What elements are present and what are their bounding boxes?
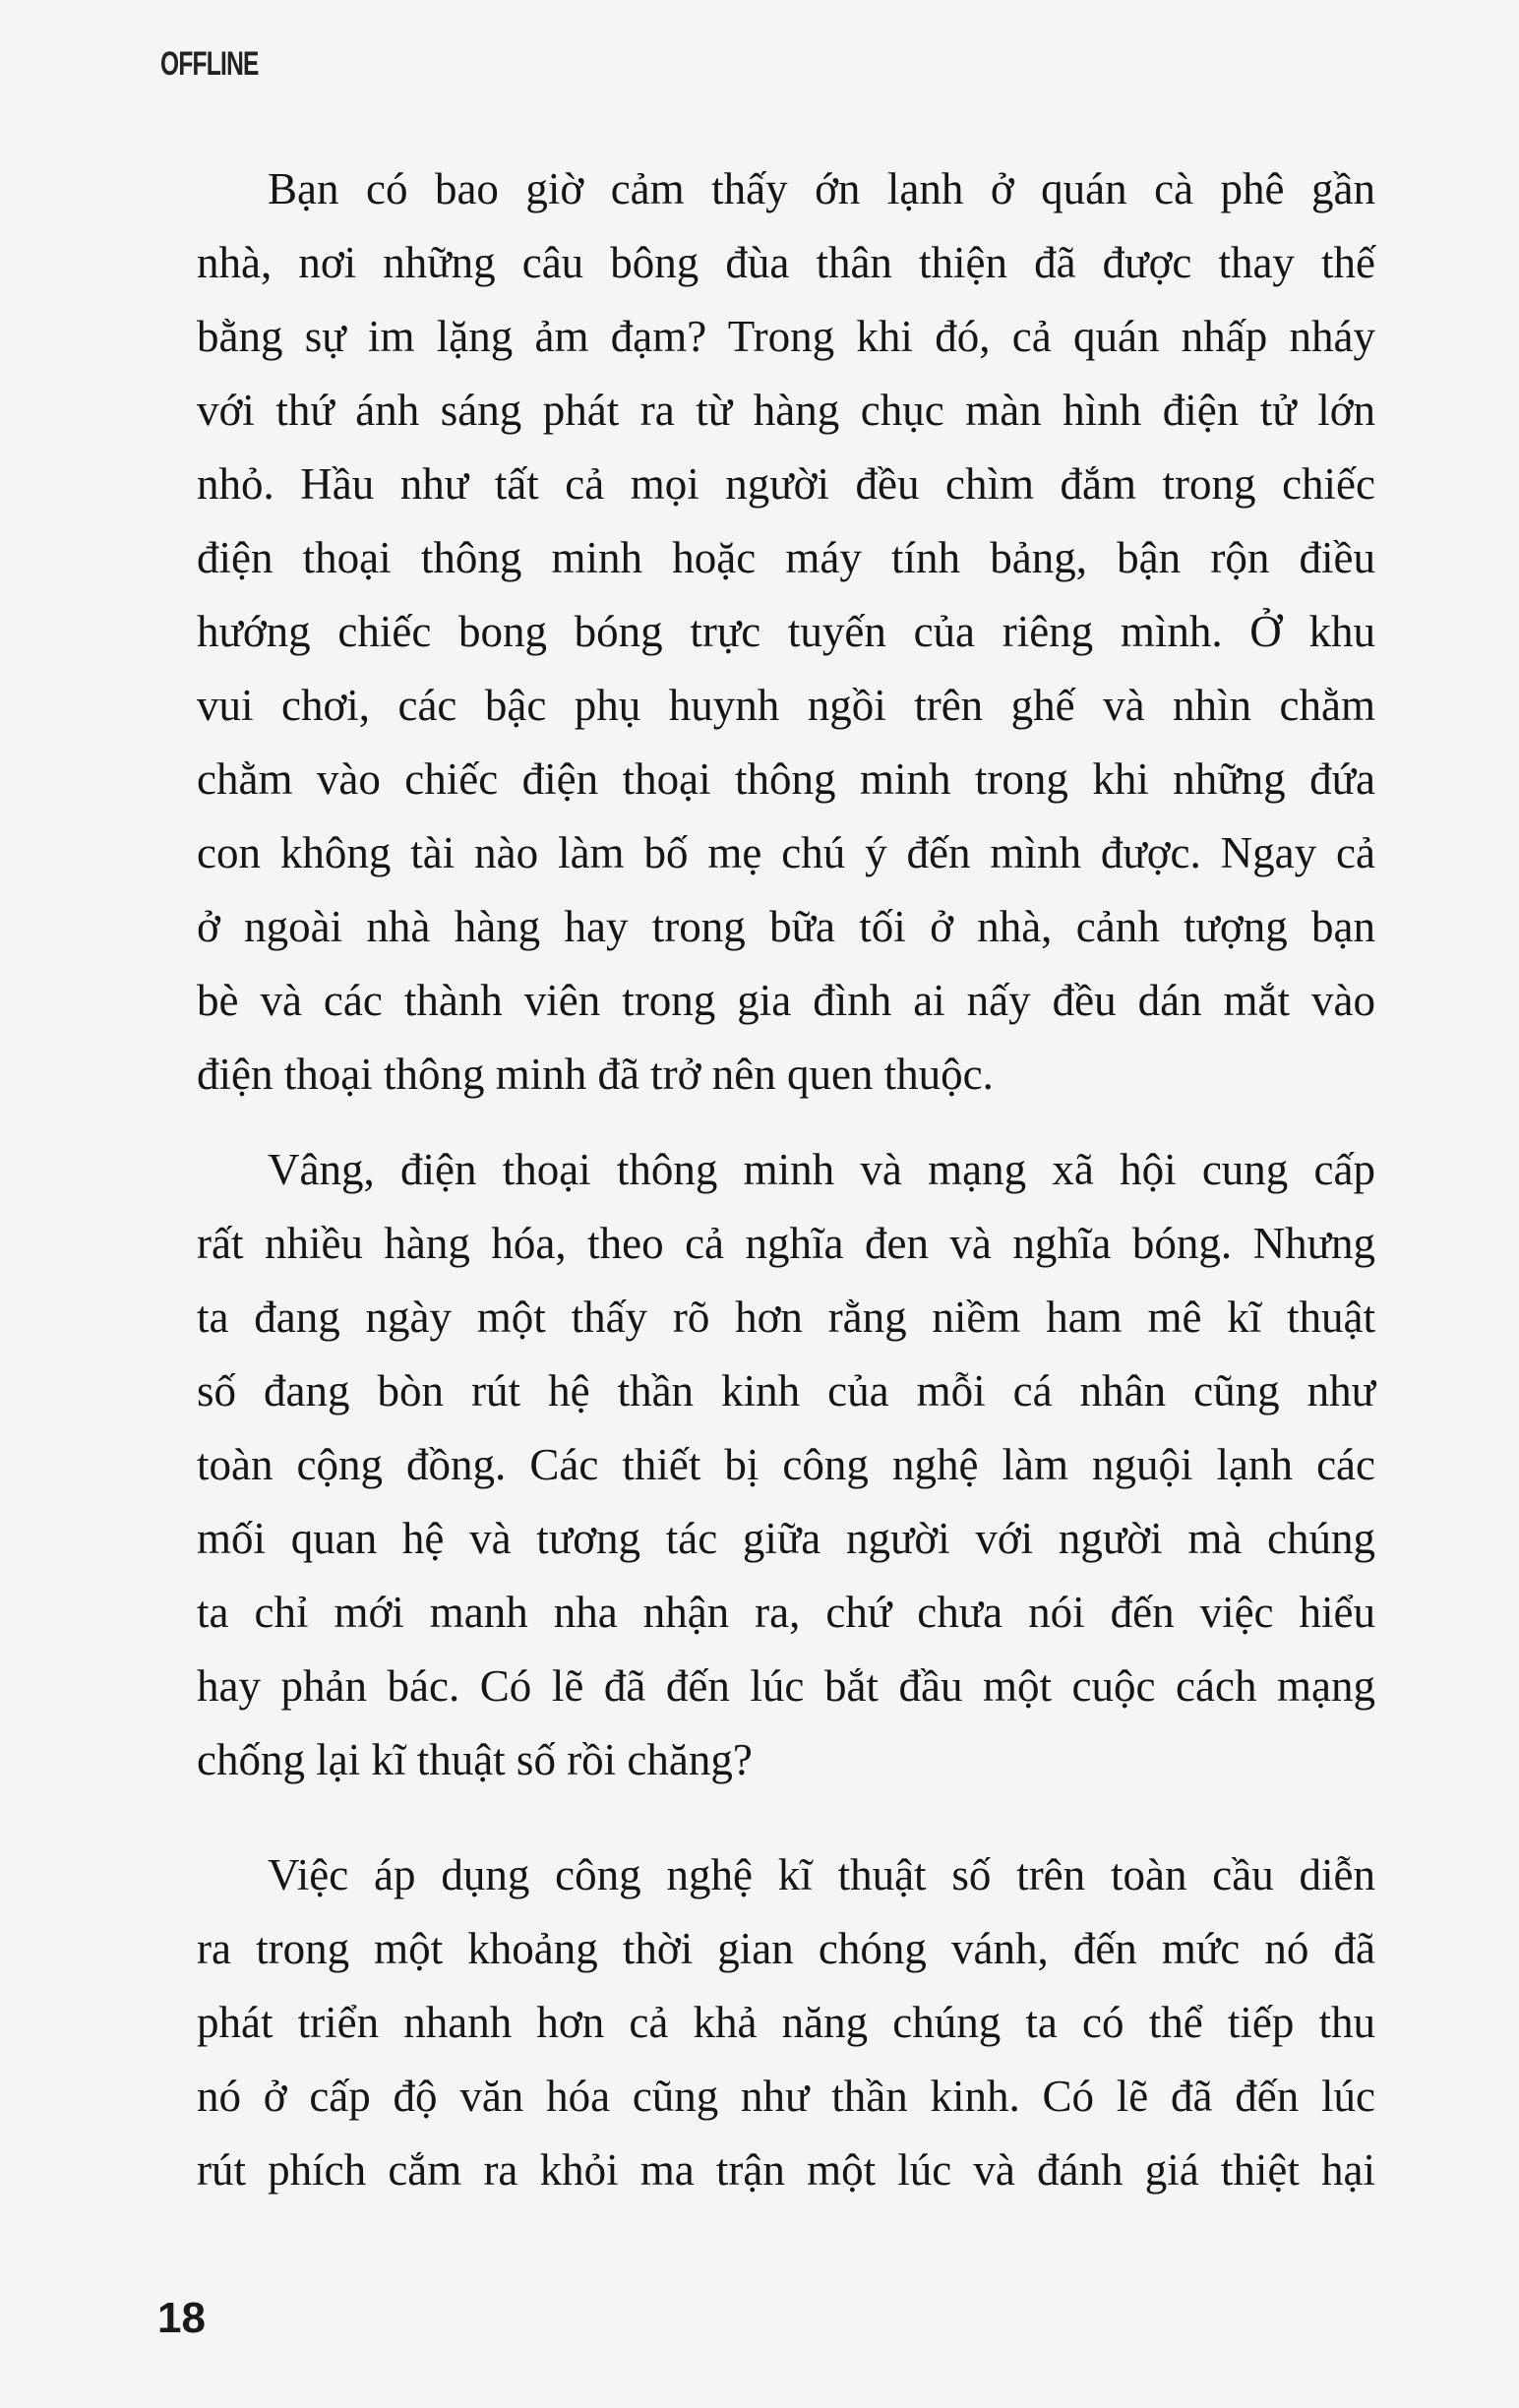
text-line: chằm vào chiếc điện thoại thông minh trong khi những đứa — [197, 754, 1375, 804]
text-line: hướng chiếc bong bóng trực tuyến của riêng mình. Ở khu — [197, 607, 1375, 656]
text-line: ta chỉ mới manh nha nhận ra, chứ chưa nói đến việc hiểu — [197, 1588, 1375, 1637]
text-line: rút phích cắm ra khỏi ma trận một lúc và đánh giá thiệt hại — [197, 2145, 1375, 2195]
text-line: điện thoại thông minh đã trở nên quen thuộc. — [197, 1050, 994, 1099]
text-line: số đang bòn rút hệ thần kinh của mỗi cá nhân cũng như — [197, 1366, 1375, 1415]
text-line: mối quan hệ và tương tác giữa người với người mà chúng — [197, 1514, 1375, 1563]
text-line: ta đang ngày một thấy rõ hơn rằng niềm ham mê kĩ thuật — [197, 1293, 1375, 1342]
text-line: nhỏ. Hầu như tất cả mọi người đều chìm đắm trong chiếc — [197, 459, 1375, 509]
text-line: ở ngoài nhà hàng hay trong bữa tối ở nhà, cảnh tượng bạn — [197, 902, 1375, 951]
text-line: bằng sự im lặng ảm đạm? Trong khi đó, cả quán nhấp nháy — [197, 312, 1375, 361]
text-line: vui chơi, các bậc phụ huynh ngồi trên ghế và nhìn chằm — [197, 681, 1375, 730]
paragraph-2 — [197, 1133, 1375, 1797]
page-number: 18 — [157, 2294, 206, 2342]
text-line: toàn cộng đồng. Các thiết bị công nghệ làm nguội lạnh các — [197, 1440, 1375, 1489]
text-line: ra trong một khoảng thời gian chóng vánh, đến mức nó đã — [197, 1924, 1375, 1973]
text-line: chống lại kĩ thuật số rồi chăng? — [197, 1735, 753, 1784]
text-line: bè và các thành viên trong gia đình ai nấy đều dán mắt vào — [197, 976, 1375, 1025]
text-line: Bạn có bao giờ cảm thấy ớn lạnh ở quán cà phê gần — [268, 164, 1375, 213]
paragraph-1 — [197, 152, 1375, 1112]
paragraph-3 — [197, 1838, 1375, 2207]
text-line: Vâng, điện thoại thông minh và mạng xã hội cung cấp — [268, 1145, 1375, 1194]
text-line: Việc áp dụng công nghệ kĩ thuật số trên toàn cầu diễn — [268, 1850, 1375, 1899]
text-line: điện thoại thông minh hoặc máy tính bảng, bận rộn điều — [197, 533, 1375, 582]
text-line: với thứ ánh sáng phát ra từ hàng chục màn hình điện tử lớn — [197, 386, 1375, 435]
text-line: con không tài nào làm bố mẹ chú ý đến mình được. Ngay cả — [197, 828, 1375, 877]
text-line: phát triển nhanh hơn cả khả năng chúng ta có thể tiếp thu — [197, 1998, 1375, 2047]
text-line: rất nhiều hàng hóa, theo cả nghĩa đen và nghĩa bóng. Nhưng — [197, 1219, 1375, 1268]
text-line: nó ở cấp độ văn hóa cũng như thần kinh. Có lẽ đã đến lúc — [197, 2072, 1375, 2121]
running-header: OFFLINE — [160, 45, 259, 83]
text-line: hay phản bác. Có lẽ đã đến lúc bắt đầu một cuộc cách mạng — [197, 1661, 1375, 1711]
text-line: nhà, nơi những câu bông đùa thân thiện đã được thay thế — [197, 238, 1375, 287]
